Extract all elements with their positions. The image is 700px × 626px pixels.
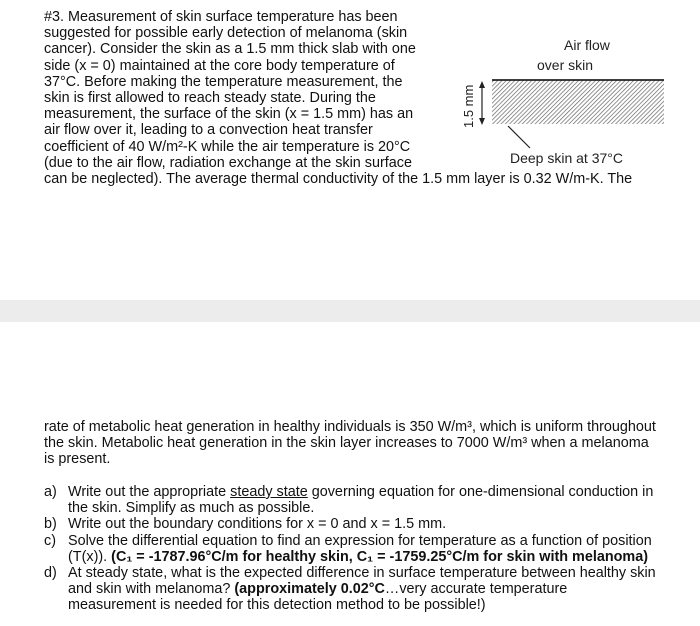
question-a — [44, 484, 656, 516]
answer-hint: (C₁ = -1787.96°C/m for healthy skin, C₁ = -1759.25°C/m for skin with melanoma) — [111, 548, 649, 565]
text-line: (T(x)). (C₁ = -1787.96°C/m for healthy skin, C₁ = -1759.25°C/m for skin with melanoma) — [68, 548, 649, 565]
text-line: (due to the air flow, radiation exchange at the skin surface — [44, 154, 412, 171]
text-line: measurement is needed for this detection method to be possible!) — [68, 597, 486, 614]
text-line: suggested for possible early detection of melanoma (skin — [44, 25, 408, 42]
problem-statement-bottom — [44, 419, 656, 468]
text-line: 37°C. Before making the temperature measurement, the — [44, 73, 403, 90]
question-label: d) — [44, 565, 57, 582]
question-d — [44, 565, 656, 614]
underlined-term: steady state — [230, 484, 308, 500]
text-line: is present. — [44, 451, 111, 468]
text-line: rate of metabolic heat generation in healthy individuals is 350 W/m³, which is uniform throughout — [44, 419, 656, 435]
text-line: the skin. Simplify as much as possible. — [68, 500, 315, 517]
thickness-label: 1.5 mm — [461, 84, 476, 128]
text-line: the skin. Metabolic heat generation in the skin layer increases to 7000 W/m³ when a melanoma — [44, 435, 649, 452]
air-flow-label-2: over skin — [537, 57, 594, 73]
text-line: side (x = 0) maintained at the core body temperature of — [44, 57, 395, 74]
question-label: b) — [44, 516, 57, 533]
text-line: At steady state, what is the expected difference in surface temperature between healthy skin — [68, 565, 656, 582]
text-line: skin is first allowed to reach steady state. During the — [44, 90, 376, 107]
text-line: Solve the differential equation to find an expression for temperature as a function of position — [68, 532, 652, 549]
answer-hint: (approximately 0.02°C — [234, 581, 385, 598]
deep-skin-label: Deep skin at 37°C — [510, 150, 623, 166]
problem-card-top — [0, 0, 700, 300]
text-line: Write out the boundary conditions for x = 0 and x = 1.5 mm. — [68, 516, 447, 533]
question-list — [44, 484, 656, 614]
text-line: #3. Measurement of skin surface temperature has been — [44, 9, 398, 25]
skin-slab-diagram — [448, 28, 688, 178]
problem-card-bottom — [0, 322, 700, 626]
text-line: can be neglected). The average thermal conductivity of the 1.5 mm layer is 0.32 W/m-K. The — [44, 171, 633, 188]
skin-layer-hatch — [492, 80, 664, 124]
question-label: a) — [44, 484, 57, 500]
question-c — [44, 533, 656, 565]
question-label: c) — [44, 532, 56, 549]
text-line: cancer). Consider the skin as a 1.5 mm thick slab with one — [44, 41, 416, 58]
deep-skin-pointer — [508, 126, 530, 148]
question-b — [44, 516, 656, 532]
text-line: Write out the appropriate steady state governing equation for one-dimensional conduction in — [68, 484, 654, 500]
text-line: air flow over it, leading to a convection heat transfer — [44, 122, 373, 139]
air-flow-label-1: Air flow — [564, 37, 610, 53]
thickness-dimension-arrow — [479, 81, 485, 125]
text-line: coefficient of 40 W/m²-K while the air temperature is 20°C — [44, 138, 411, 155]
text-line: and skin with melanoma? (approximately 0.02°C…very accurate temperature — [68, 581, 568, 598]
text-line: measurement, the surface of the skin (x = 1.5 mm) has an — [44, 106, 414, 123]
